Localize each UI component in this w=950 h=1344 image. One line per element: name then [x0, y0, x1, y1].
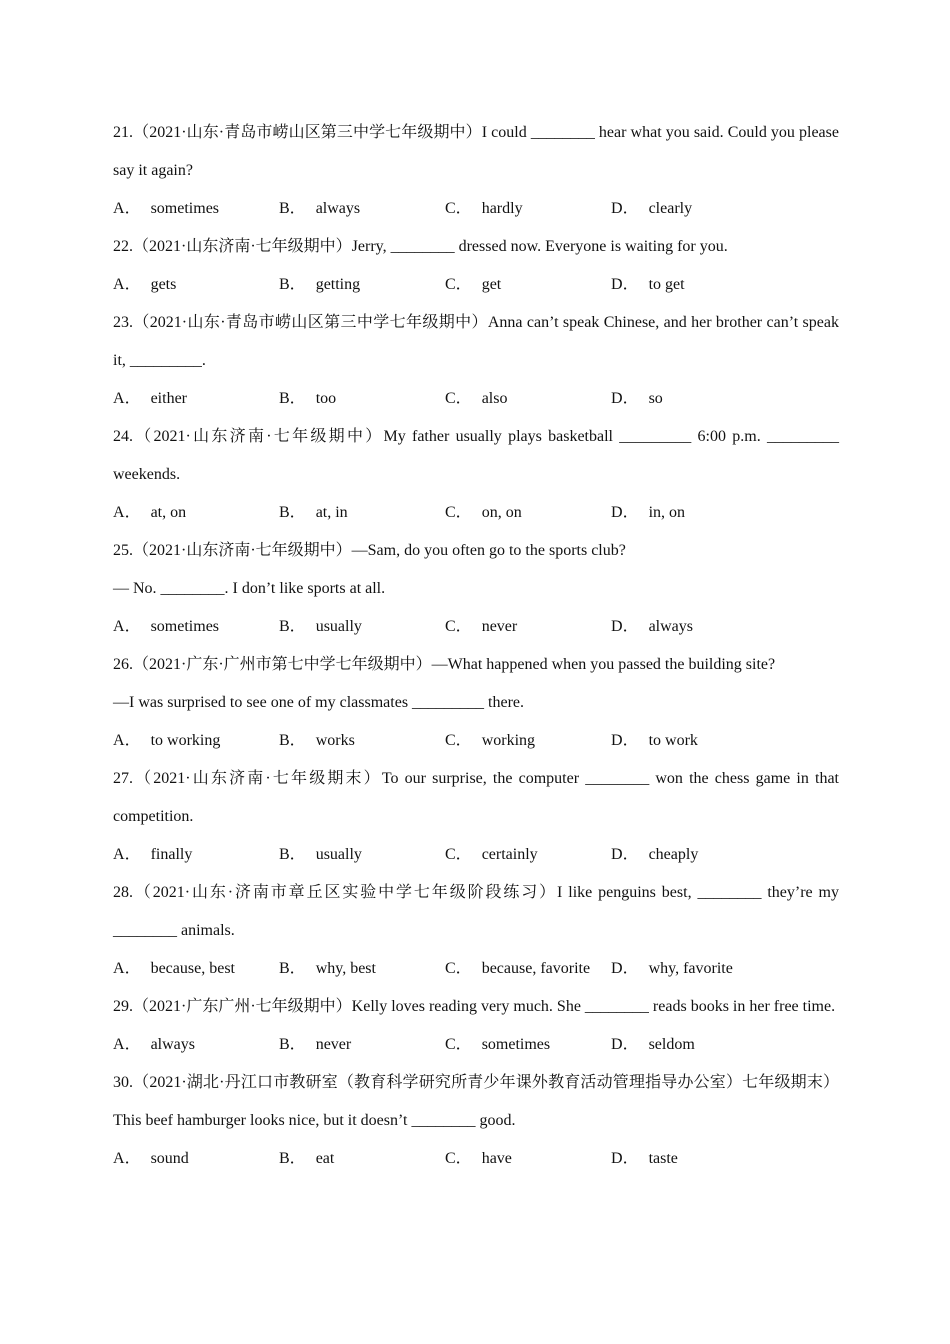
question-30 — [113, 1064, 839, 1178]
option-b[interactable]: B． usually — [279, 846, 362, 863]
question-28 — [113, 874, 839, 988]
option-c[interactable]: C． on, on — [445, 504, 522, 521]
question-stem: 28.（2021·山东·济南市章丘区实验中学七年级阶段练习）I like penguins best, ________ they’re my ________ animals. — [113, 884, 839, 939]
answer-options — [113, 1140, 839, 1178]
option-c[interactable]: C． also — [445, 390, 508, 407]
option-d[interactable]: D． to get — [611, 276, 685, 293]
question-24 — [113, 418, 839, 532]
option-c[interactable]: C． hardly — [445, 200, 523, 217]
question-stem: 24.（2021·山东济南·七年级期中）My father usually plays basketball _________ 6:00 p.m. _________ weekends. — [113, 428, 839, 483]
question-23 — [113, 304, 839, 418]
option-d[interactable]: D． in, on — [611, 504, 686, 521]
option-c[interactable]: C． have — [445, 1150, 512, 1167]
option-a[interactable]: A． finally — [113, 846, 193, 863]
answer-options — [113, 1026, 839, 1064]
question-stem: 27.（2021·山东济南·七年级期末）To our surprise, the computer ________ won the chess game in that competition. — [113, 770, 839, 825]
option-a[interactable]: A． at, on — [113, 504, 187, 521]
answer-options — [113, 722, 839, 760]
option-b[interactable]: B． eat — [279, 1150, 335, 1167]
option-b[interactable]: B． why, best — [279, 960, 376, 977]
question-stem: 26.（2021·广东·广州市第七中学七年级期中）—What happened when you passed the building site? — [113, 656, 776, 673]
option-d[interactable]: D． taste — [611, 1150, 678, 1167]
option-d[interactable]: D． to work — [611, 732, 698, 749]
answer-options — [113, 950, 839, 988]
option-b[interactable]: B． at, in — [279, 504, 348, 521]
question-stem-line-2: — No. ________. I don’t like sports at all. — [113, 580, 386, 597]
question-stem: 25.（2021·山东济南·七年级期中）—Sam, do you often go to the sports club? — [113, 542, 626, 559]
question-stem: 30.（2021·湖北·丹江口市教研室（教育科学研究所青少年课外教育活动管理指导办公室）七年级期末）This beef hamburger looks nice, but it doesn’t ________ good. — [113, 1074, 839, 1129]
option-a[interactable]: A． because, best — [113, 960, 235, 977]
option-d[interactable]: D． always — [611, 618, 694, 635]
option-d[interactable]: D． clearly — [611, 200, 693, 217]
question-stem: 22.（2021·山东济南·七年级期中）Jerry, ________ dressed now. Everyone is waiting for you. — [113, 238, 728, 255]
question-25 — [113, 532, 839, 646]
option-b[interactable]: B． getting — [279, 276, 361, 293]
option-d[interactable]: D． cheaply — [611, 846, 699, 863]
question-stem-line-2: —I was surprised to see one of my classmates _________ there. — [113, 694, 525, 711]
option-c[interactable]: C． get — [445, 276, 502, 293]
option-c[interactable]: C． never — [445, 618, 518, 635]
worksheet-page — [113, 114, 839, 1178]
option-a[interactable]: A． sometimes — [113, 618, 220, 635]
option-c[interactable]: C． sometimes — [445, 1036, 551, 1053]
option-d[interactable]: D． why, favorite — [611, 960, 733, 977]
question-21 — [113, 114, 839, 228]
option-b[interactable]: B． always — [279, 200, 361, 217]
option-c[interactable]: C． certainly — [445, 846, 538, 863]
option-a[interactable]: A． gets — [113, 276, 177, 293]
option-a[interactable]: A． either — [113, 390, 187, 407]
option-d[interactable]: D． so — [611, 390, 663, 407]
option-b[interactable]: B． usually — [279, 618, 362, 635]
question-stem: 23.（2021·山东·青岛市崂山区第三中学七年级期中）Anna can’t speak Chinese, and her brother can’t speak it, _________. — [113, 314, 839, 369]
option-b[interactable]: B． works — [279, 732, 355, 749]
answer-options — [113, 608, 839, 646]
answer-options — [113, 494, 839, 532]
answer-options — [113, 190, 839, 228]
question-29 — [113, 988, 839, 1064]
option-b[interactable]: B． too — [279, 390, 337, 407]
question-stem: 29.（2021·广东广州·七年级期中）Kelly loves reading very much. She ________ reads books in her free time. — [113, 998, 836, 1015]
option-a[interactable]: A． always — [113, 1036, 196, 1053]
option-c[interactable]: C． because, favorite — [445, 960, 591, 977]
answer-options — [113, 836, 839, 874]
answer-options — [113, 266, 839, 304]
option-a[interactable]: A． to working — [113, 732, 221, 749]
option-d[interactable]: D． seldom — [611, 1036, 695, 1053]
question-27 — [113, 760, 839, 874]
question-26 — [113, 646, 839, 760]
answer-options — [113, 380, 839, 418]
option-a[interactable]: A． sometimes — [113, 200, 220, 217]
option-b[interactable]: B． never — [279, 1036, 352, 1053]
question-stem: 21.（2021·山东·青岛市崂山区第三中学七年级期中）I could ________ hear what you said. Could you please say it again? — [113, 124, 839, 179]
option-c[interactable]: C． working — [445, 732, 536, 749]
option-a[interactable]: A． sound — [113, 1150, 189, 1167]
question-22 — [113, 228, 839, 304]
